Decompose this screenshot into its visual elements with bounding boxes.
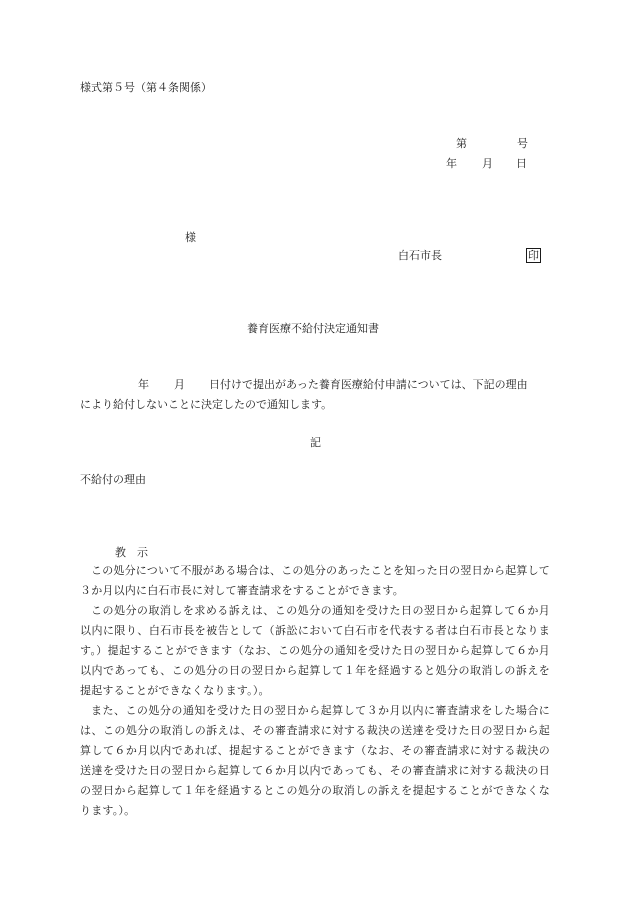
kyoji-paragraph-2: この処分の取消しを求める訴えは、この処分の通知を受けた日の翌日から起算して６か月以内に限り、白石市長を被告として（訴訟において白石市を代表する者は白石市長となります。）提起することができます（なお、この処分の通知を受けた日の翌日から起算して６か月以内であっても、この処分の日の翌日から起算して１年を経過すると処分の取消しの訴えを提起することができなくなります。）。 [80,604,550,697]
seal-mark [526,248,541,263]
kyoji-label: 教 示 [115,546,148,559]
body-text-line2: により給付しないことに決定したので通知します。 [80,398,333,411]
form-number: 様式第５号（第４条関係） [80,81,212,94]
kyoji-paragraph-1: この処分について不服がある場合は、この処分のあったことを知った日の翌日から起算して３か月以内に白石市長に対して審査請求をすることができます。 [80,564,550,597]
reason-label: 不給付の理由 [80,473,146,486]
date-day: 日 [516,157,527,170]
body-text-line1: 日付けで提出があった養育医療給付申請については、下記の理由 [209,378,528,391]
ki-mark: 記 [310,436,321,449]
date-month: 月 [482,157,493,170]
document-title: 養育医療不給付決定通知書 [247,322,379,335]
doc-number-dai: 第 [456,137,467,150]
body-year: 年 [138,378,149,391]
kyoji-text [80,561,550,821]
addressee-sama: 様 [185,231,196,244]
date-year: 年 [446,157,457,170]
seal-text: 印 [528,249,539,262]
kyoji-paragraph-3: また、この処分の通知を受けた日の翌日から起算して３か月以内に審査請求をした場合には、この処分の取消しの訴えは、その審査請求に対する裁決の送達を受けた日の翌日から起算して６か月以内であれば、提起することができます（なお、その審査請求に対する裁決の送達を受けた日の翌日から起算して６か月以内であっても、その審査請求に対する裁決の日の翌日から起算して１年を経過するとこの処分の取消しの訴えを提起することができなくなります。）。 [80,704,550,817]
doc-number-go: 号 [517,137,528,150]
issuer-name: 白石市長 [398,249,442,262]
body-month: 月 [174,378,185,391]
